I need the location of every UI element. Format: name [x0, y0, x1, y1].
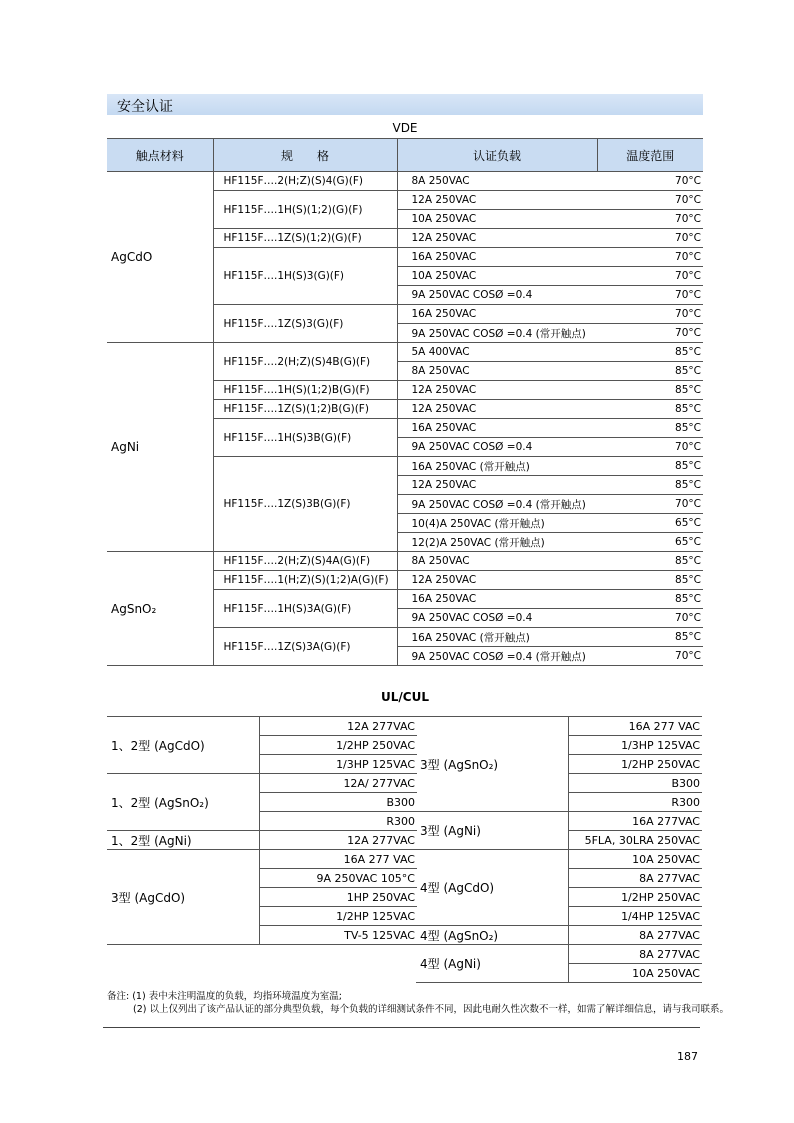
temperature: 70°C	[597, 438, 703, 457]
rated-load: 8A 250VAC	[397, 362, 597, 381]
rated-load: 9A 250VAC COSØ =0.4	[397, 438, 597, 457]
ul-type: 3型 (AgCdO)	[107, 850, 259, 945]
rated-load: 9A 250VAC COSØ =0.4	[397, 609, 597, 628]
spec-cell: HF115F….1Z(S)(1;2)(G)(F)	[213, 229, 397, 248]
header-contact-material: 触点材料	[107, 139, 213, 172]
ul-rating: 8A 277VAC	[568, 945, 702, 964]
ul-rating: 1HP 250VAC	[259, 888, 417, 907]
temperature: 85°C	[597, 419, 703, 438]
rated-load: 5A 400VAC	[397, 343, 597, 362]
ul-rating: 1/2HP 250VAC	[259, 736, 417, 755]
ul-rating: 16A 277 VAC	[568, 717, 702, 736]
ul-rating: TV-5 125VAC	[259, 926, 417, 945]
table-row	[416, 850, 702, 869]
temperature: 70°C	[597, 495, 703, 514]
temperature: 85°C	[597, 628, 703, 647]
ul-rating: 12A 277VAC	[259, 717, 417, 736]
ul-type: 4型 (AgSnO₂)	[416, 926, 568, 945]
note-2: (2) 以上仅列出了该产品认证的部分典型负载，每个负载的详细测试条件不同，因此电耐久性次数不一样，如需了解详细信息，请与我司联系。	[133, 1004, 729, 1015]
vde-caption: VDE	[392, 121, 418, 135]
ul-rating: 1/3HP 125VAC	[259, 755, 417, 774]
ul-right-table	[416, 716, 702, 983]
rated-load: 9A 250VAC COSØ =0.4 (常开触点)	[397, 647, 597, 666]
ul-rating: 16A 277VAC	[568, 812, 702, 831]
ul-left-table	[107, 716, 417, 945]
rated-load: 12A 250VAC	[397, 476, 597, 495]
temperature: 70°C	[597, 286, 703, 305]
temperature: 65°C	[597, 533, 703, 552]
spec-cell: HF115F….1Z(S)3A(G)(F)	[213, 628, 397, 666]
temperature: 85°C	[597, 590, 703, 609]
ul-rating: B300	[568, 774, 702, 793]
rated-load: 10A 250VAC	[397, 210, 597, 229]
temperature: 65°C	[597, 514, 703, 533]
ul-rating: 8A 277VAC	[568, 869, 702, 888]
rated-load: 12A 250VAC	[397, 191, 597, 210]
rated-load: 16A 250VAC (常开触点)	[397, 628, 597, 647]
contact-material: AgNi	[107, 343, 213, 552]
spec-cell: HF115F….1Z(S)(1;2)B(G)(F)	[213, 400, 397, 419]
table-row	[107, 850, 417, 869]
header-spec: 规 格	[213, 139, 397, 172]
temperature: 85°C	[597, 381, 703, 400]
header-temperature-range: 温度范围	[597, 139, 703, 172]
temperature: 70°C	[597, 191, 703, 210]
temperature: 70°C	[597, 267, 703, 286]
temperature: 85°C	[597, 343, 703, 362]
ul-type: 1、2型 (AgNi)	[107, 831, 259, 850]
rated-load: 9A 250VAC COSØ =0.4	[397, 286, 597, 305]
ul-rating: 16A 277 VAC	[259, 850, 417, 869]
temperature: 70°C	[597, 229, 703, 248]
ul-rating: 1/2HP 250VAC	[568, 755, 702, 774]
ul-type: 3型 (AgSnO₂)	[416, 717, 568, 812]
ul-rating: 1/3HP 125VAC	[568, 736, 702, 755]
ul-type: 4型 (AgCdO)	[416, 850, 568, 926]
temperature: 70°C	[597, 172, 703, 191]
ul-type: 3型 (AgNi)	[416, 812, 568, 850]
spec-cell: HF115F….1H(S)(1;2)(G)(F)	[213, 191, 397, 229]
ul-caption: UL/CUL	[381, 690, 429, 704]
contact-material: AgCdO	[107, 172, 213, 343]
contact-material: AgSnO₂	[107, 552, 213, 666]
rated-load: 16A 250VAC	[397, 590, 597, 609]
table-row	[107, 717, 417, 736]
table-row	[416, 717, 702, 736]
temperature: 85°C	[597, 552, 703, 571]
spec-cell: HF115F….2(H;Z)(S)4(G)(F)	[213, 172, 397, 191]
spec-cell: HF115F….2(H;Z)(S)4B(G)(F)	[213, 343, 397, 381]
ul-rating: R300	[568, 793, 702, 812]
spec-cell: HF115F….1(H;Z)(S)(1;2)A(G)(F)	[213, 571, 397, 590]
table-row	[107, 831, 417, 850]
temperature: 85°C	[597, 476, 703, 495]
ul-rating: 5FLA, 30LRA 250VAC	[568, 831, 702, 850]
rated-load: 16A 250VAC	[397, 419, 597, 438]
table-row	[107, 172, 703, 191]
rated-load: 12A 250VAC	[397, 400, 597, 419]
note-1: 备注: (1) 表中未注明温度的负载，均指环境温度为室温;	[107, 991, 342, 1002]
vde-header-row	[107, 139, 703, 172]
ul-rating: 9A 250VAC 105°C	[259, 869, 417, 888]
spec-cell: HF115F….1H(S)3(G)(F)	[213, 248, 397, 305]
temperature: 85°C	[597, 362, 703, 381]
vde-table	[107, 138, 703, 666]
ul-rating: 1/2HP 250VAC	[568, 888, 702, 907]
spec-cell: HF115F….2(H;Z)(S)4A(G)(F)	[213, 552, 397, 571]
ul-rating: 10A 250VAC	[568, 964, 702, 983]
rated-load: 9A 250VAC COSØ =0.4 (常开触点)	[397, 324, 597, 343]
rated-load: 12A 250VAC	[397, 571, 597, 590]
ul-type: 1、2型 (AgCdO)	[107, 717, 259, 774]
temperature: 85°C	[597, 457, 703, 476]
rated-load: 16A 250VAC (常开触点)	[397, 457, 597, 476]
spec-cell: HF115F….1H(S)3B(G)(F)	[213, 419, 397, 457]
ul-rating: 12A/ 277VAC	[259, 774, 417, 793]
temperature: 70°C	[597, 647, 703, 666]
temperature: 70°C	[597, 210, 703, 229]
temperature: 70°C	[597, 609, 703, 628]
rated-load: 8A 250VAC	[397, 172, 597, 191]
rated-load: 16A 250VAC	[397, 248, 597, 267]
ul-rating: 1/2HP 125VAC	[259, 907, 417, 926]
table-row	[416, 812, 702, 831]
notes	[107, 990, 729, 1016]
table-row	[107, 343, 703, 362]
temperature: 85°C	[597, 571, 703, 590]
rated-load: 12A 250VAC	[397, 229, 597, 248]
table-row	[416, 945, 702, 964]
section-header	[107, 94, 703, 115]
ul-type: 4型 (AgNi)	[416, 945, 568, 983]
spec-cell: HF115F….1Z(S)3(G)(F)	[213, 305, 397, 343]
header-rated-load: 认证负载	[397, 139, 597, 172]
spec-cell: HF115F….1H(S)(1;2)B(G)(F)	[213, 381, 397, 400]
ul-type: 1、2型 (AgSnO₂)	[107, 774, 259, 831]
table-row	[416, 926, 702, 945]
spec-cell: HF115F….1H(S)3A(G)(F)	[213, 590, 397, 628]
table-row	[107, 552, 703, 571]
rated-load: 12(2)A 250VAC (常开触点)	[397, 533, 597, 552]
rated-load: 10A 250VAC	[397, 267, 597, 286]
rated-load: 16A 250VAC	[397, 305, 597, 324]
ul-rating: 1/4HP 125VAC	[568, 907, 702, 926]
rated-load: 10(4)A 250VAC (常开触点)	[397, 514, 597, 533]
rated-load: 12A 250VAC	[397, 381, 597, 400]
temperature: 85°C	[597, 400, 703, 419]
temperature: 70°C	[597, 248, 703, 267]
rated-load: 8A 250VAC	[397, 552, 597, 571]
temperature: 70°C	[597, 305, 703, 324]
temperature: 70°C	[597, 324, 703, 343]
ul-rating: 8A 277VAC	[568, 926, 702, 945]
section-title: 安全认证	[117, 99, 173, 115]
table-row	[107, 774, 417, 793]
ul-rating: 12A 277VAC	[259, 831, 417, 850]
spec-cell: HF115F….1Z(S)3B(G)(F)	[213, 457, 397, 552]
page-number: 187	[677, 1050, 698, 1063]
ul-rating: 10A 250VAC	[568, 850, 702, 869]
rated-load: 9A 250VAC COSØ =0.4 (常开触点)	[397, 495, 597, 514]
footer-divider	[103, 1027, 700, 1028]
ul-rating: B300	[259, 793, 417, 812]
ul-rating: R300	[259, 812, 417, 831]
